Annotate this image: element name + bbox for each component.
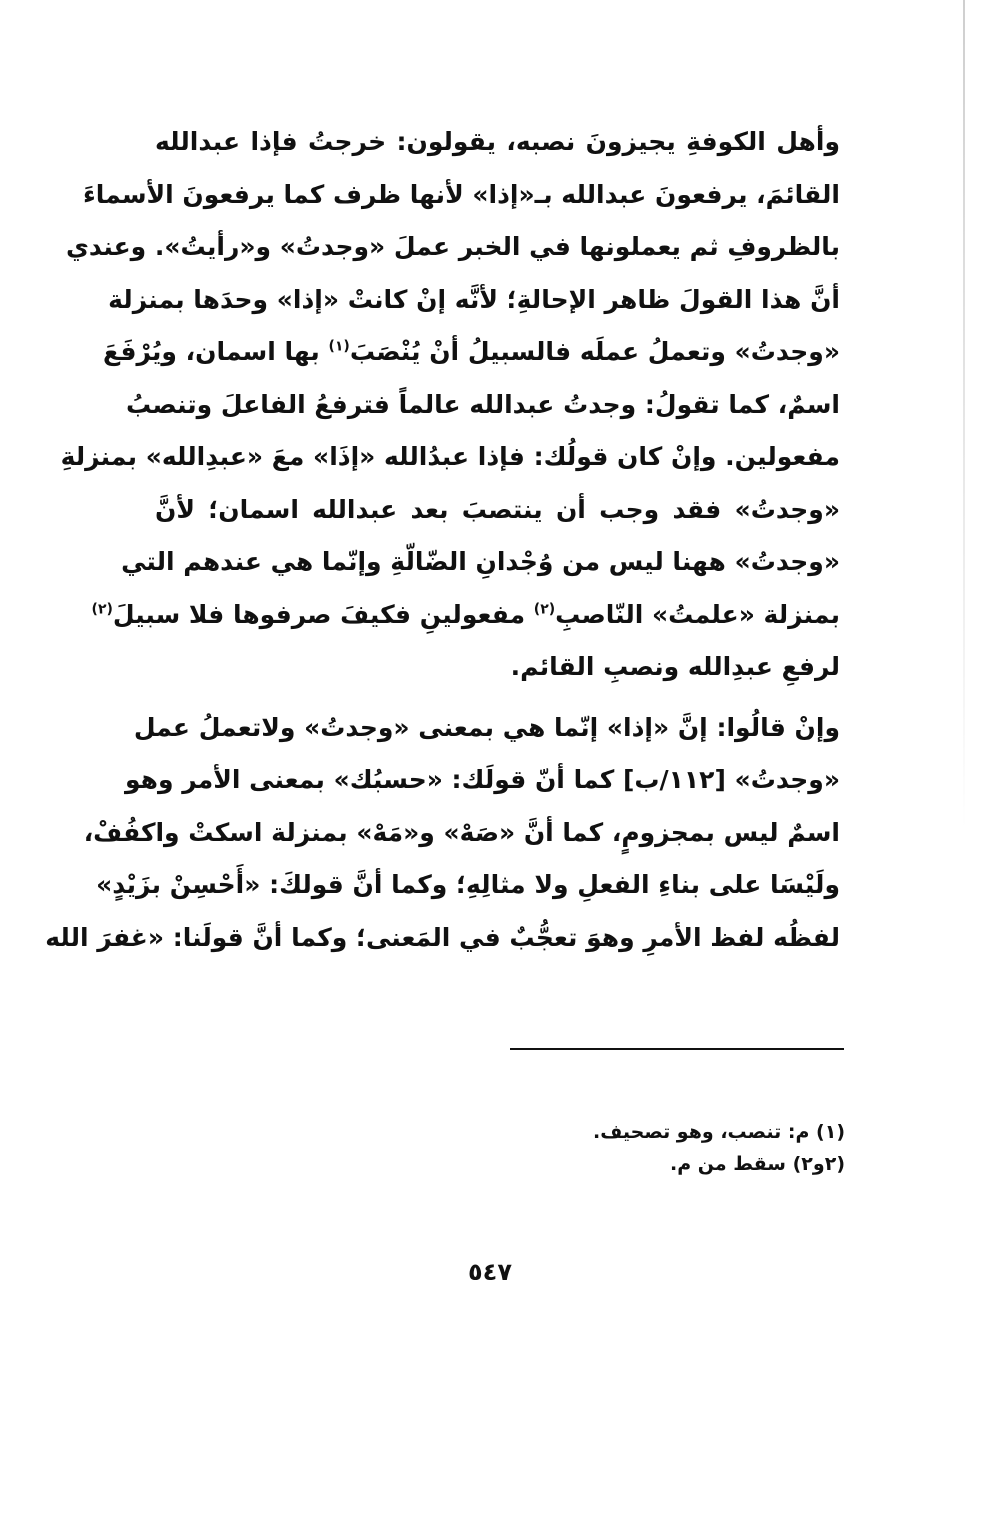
- footnote-separator: [510, 1048, 844, 1050]
- text-line: «وجدتُ» فقد وجب أن ينتصبَ بعد عبدالله اسمان؛ لأنَّ: [155, 494, 840, 524]
- text-line: لرفعِ عبدِالله ونصبِ القائم.: [510, 652, 840, 681]
- text-line: بالظروفِ ثم يعملونها في الخبر عملَ «وجدتُ» و«رأيتُ». وعندي: [66, 232, 840, 261]
- text-line: «وجدتُ» ههنا ليس من وُجْدانِ الضّالّةِ وإنّما هي عندهم التي: [121, 547, 840, 576]
- text-line: اسمٌ، كما تقولُ: وجدتُ عبدالله عالماً فترفعُ الفاعلَ وتنصبُ: [125, 389, 840, 419]
- text-line-with-footnote: [103, 326, 840, 379]
- text-line: وإنْ قالُوا: إنَّ «إذا» إنّما هي بمعنى «وجدتُ» ولاتعملُ عمل: [133, 712, 840, 742]
- text-line: وأهل الكوفةِ يجيزونَ نصبه، يقولون: خرجتُ فإذا عبدالله: [155, 127, 840, 156]
- text-segment: بها اسمان، ويُرْفَعَ: [103, 337, 320, 366]
- text-line: أنَّ هذا القولَ ظاهر الإحالةِ؛ لأنَّه إنْ كانتْ «إذا» وحدَها بمنزلة: [108, 284, 840, 314]
- main-text: [45, 116, 840, 964]
- footnote-1: (١) م: تنصب، وهو تصحيف.: [593, 1121, 845, 1143]
- text-segment: «وجدتُ» وتعملُ عملَه فالسبيلُ أنْ يُنْصَبَ: [349, 337, 840, 366]
- text-segment: مفعولينِ فكيفَ صرفوها فلا سبيلَ: [112, 599, 526, 629]
- footnote-marker-1: (١): [328, 338, 350, 355]
- footnotes: [400, 1116, 845, 1180]
- text-line-with-footnote: [91, 589, 840, 642]
- text-line: لفظُه لفظ الأمرِ وهوَ تعجُّبٌ في المَعنى؛ وكما أنَّ قولَنا: «غفرَ الله: [45, 922, 840, 952]
- paragraph-gap: [155, 694, 840, 702]
- text-line: اسمٌ ليس بمجزومٍ، كما أنَّ «صَهْ» و«مَهْ» بمنزلة اسكتْ واكفُفْ،: [83, 817, 840, 847]
- page-number: ٥٤٧: [468, 1258, 512, 1286]
- footnote-marker-2b: (٢): [91, 601, 113, 618]
- text-line: القائمَ، يرفعونَ عبدالله بـ«إذا» لأنها ظرف كما يرفعونَ الأسماءَ: [83, 179, 840, 209]
- text-line: ولَيْسَا على بناءِ الفعلِ ولا مثالِهِ؛ وكما أنَّ قولكَ: «أَحْسِنْ بزَيْدٍ»: [96, 870, 840, 899]
- scan-edge-shadow: [963, 0, 965, 830]
- text-segment: بمنزلة «علمتُ» النّاصبِ: [555, 599, 840, 629]
- text-line: مفعولين. وإنْ كان قولُك: فإذا عبدُالله «إذَا» معَ «عبدِالله» بمنزلةِ: [60, 442, 840, 471]
- footnote-marker-2: (٢): [533, 601, 556, 618]
- text-line: «وجدتُ» [١١٢/ب] كما أنّ قولَك: «حسبُك» بمعنى الأمر وهو: [124, 765, 840, 794]
- footnote-2: (٢و٢) سقط من م.: [670, 1153, 845, 1175]
